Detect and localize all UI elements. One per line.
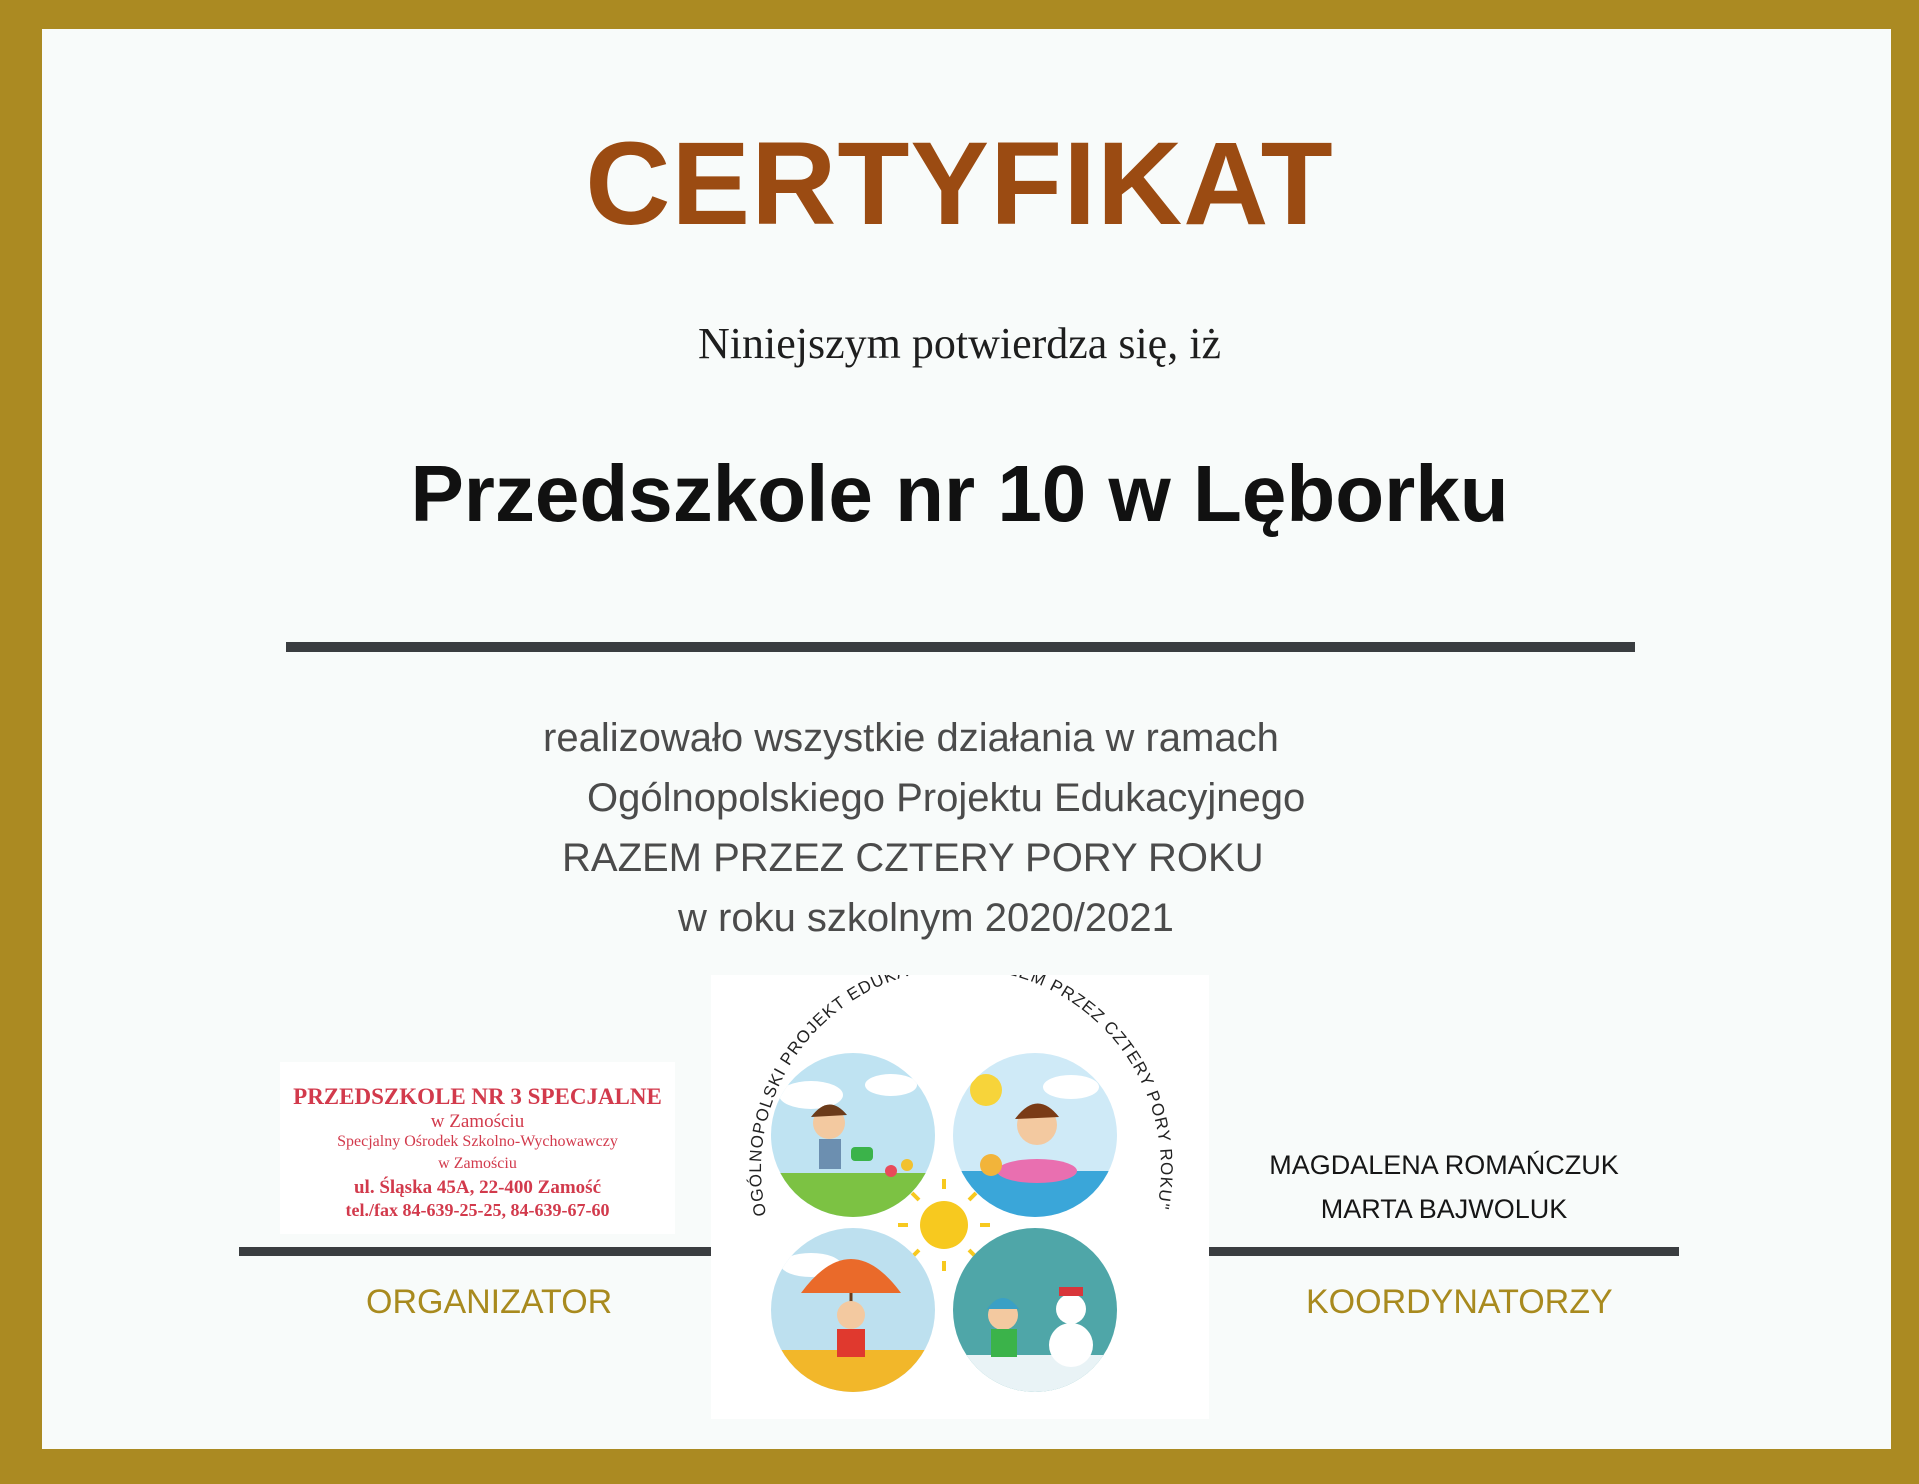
recipient-name: Przedszkole nr 10 w Lęborku [410,449,1509,538]
stamp-line-4: w Zamościu [438,1155,517,1172]
organizer-label: ORGANIZATOR [366,1283,613,1321]
divider-line [286,642,1635,652]
autumn-scene [771,1228,935,1392]
coordinator-name-2: MARTA BAJWOLUK [1320,1194,1568,1224]
stamp-line-5: ul. Śląska 45A, 22-400 Zamość [353,1177,602,1198]
stamp-line-1: PRZEDSZKOLE NR 3 SPECJALNE [293,1084,662,1109]
stamp-line-2: w Zamościu [430,1111,525,1132]
organizer-stamp [280,1062,675,1234]
stamp-line-6: tel./fax 84-639-25-25, 84-639-67-60 [345,1200,610,1220]
body-line-2: Ogólnopolskiego Projektu Edukacyjnego [587,776,1306,820]
seasons-emblem [711,975,1209,1419]
body-line-4: w roku szkolnym 2020/2021 [678,896,1174,940]
logo-arc-text: OGÓLNOPOLSKI PROJEKT EDUK M PRZEZ CZTERY PORY ROKU" [745,975,1177,1219]
certificate-intro: Niniejszym potwierdza się, iż [698,319,1221,368]
summer-scene [953,1053,1117,1217]
coordinators-signature-line [1209,1247,1679,1256]
coordinator-name-1: MAGDALENA ROMAŃCZUK [1269,1150,1619,1180]
project-logo [711,975,1209,1419]
coordinators-label: KOORDYNATORZY [1306,1283,1613,1321]
winter-scene [953,1228,1117,1392]
organizer-signature-line [239,1247,711,1256]
spring-scene [771,1053,935,1217]
body-line-3: RAZEM PRZEZ CZTERY PORY ROKU [562,836,1264,880]
stamp-line-3: Specjalny Ośrodek Szkolno-Wychowawczy [337,1133,618,1150]
body-line-1: realizowało wszystkie działania w ramach [543,716,1279,760]
certificate-title: CERTYFIKAT [585,118,1334,250]
